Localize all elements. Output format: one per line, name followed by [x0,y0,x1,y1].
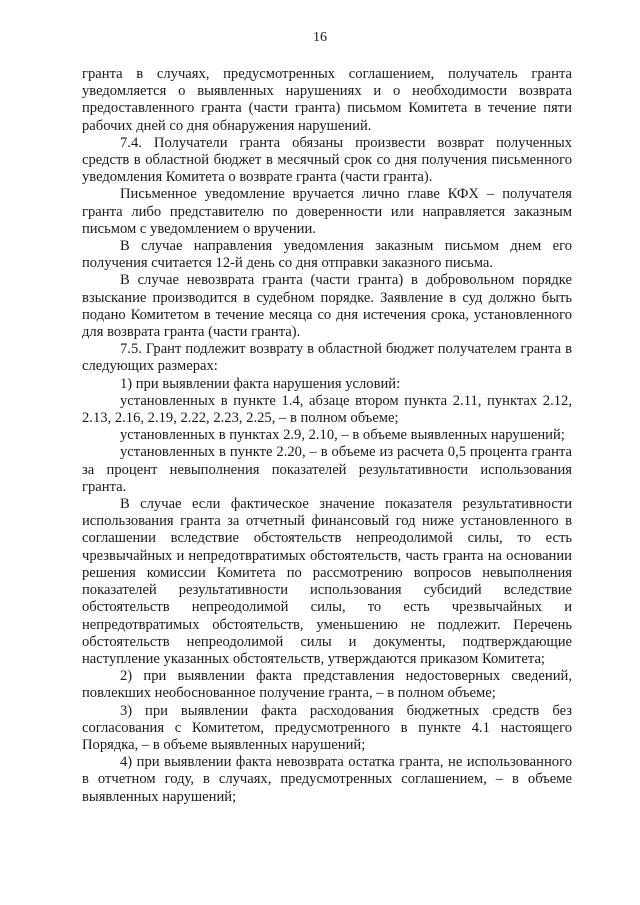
paragraph: Письменное уведомление вручается лично главе КФХ – получателя гранта либо представителю по доверенности или направляется заказным письмом с уведомлением о вручении. [82,186,572,237]
paragraph: 7.4. Получатели гранта обязаны произвести возврат полученных средств в областной бюджет в месячный срок со дня получения письменного уведомления Комитета о возврате гранта (части гранта). [82,134,572,186]
paragraph: установленных в пункте 1.4, абзаце втором пункта 2.11, пунктах 2.12, 2.13, 2.16, 2.19, 2.22, 2.23, 2.25, – в полном объеме; [82,392,572,427]
paragraph: В случае направления уведомления заказным письмом днем его получения считается 12-й день со дня отправки заказного письма. [82,238,572,272]
document-body [82,66,572,806]
paragraph: В случае невозврата гранта (части гранта) в добровольном порядке взыскание производится в судебном порядке. Заявление в суд должно быть подано Комитетом в течение месяца со дня истечения срока, установленного для возврата гранта (части гранта). [82,272,572,341]
paragraph: гранта в случаях, предусмотренных соглашением, получатель гранта уведомляется о выявленных нарушениях и о необходимости возврата предоставленного гранта (части гранта) письмом Комитета в течение пяти рабочих дней со дня обнаружения нарушений. [82,66,572,134]
paragraph: 7.5. Грант подлежит возврату в областной бюджет получателем гранта в следующих размерах: [82,341,572,375]
paragraph: установленных в пункте 2.20, – в объеме из расчета 0,5 процента гранта за процент невыполнения показателей результативности использования гранта. [82,444,572,495]
paragraph: 1) при выявлении факта нарушения условий: [120,375,401,392]
paragraph: установленных в пунктах 2.9, 2.10, – в объеме выявленных нарушений; [120,427,565,444]
paragraph: 2) при выявлении факта представления недостоверных сведений, повлекших необоснованное получение гранта, – в полном объеме; [82,668,572,702]
paragraph: 4) при выявлении факта невозврата остатка гранта, не использованного в отчетном году, в случаях, предусмотренных соглашением, – в объеме выявленных нарушений; [82,754,572,805]
page-number: 16 [313,30,327,45]
paragraph: В случае если фактическое значение показателя результативности использования гранта за отчетный финансовый год ниже установленного в соглашении вследствие обстоятельств непреодолимой силы, то есть чрезвычайных и непредотвратимых обстоятельств, часть гранта на основании решения комиссии Комитета по рассмотрению вопросов невыполнения показателей результативности использования субсидий вследствие обстоятельств непреодолимой силы, то есть чрезвычайных и непредотвратимых обстоятельств, уменьшению не подлежит. Перечень обстоятельств непреодолимой силы и документы, подтверждающие наступление указанных обстоятельств, утверждаются приказом Комитета; [82,496,572,667]
paragraph: 3) при выявлении факта расходования бюджетных средств без согласования с Комитетом, предусмотренного в пункте 4.1 настоящего Порядка, – в объеме выявленных нарушений; [82,702,572,753]
